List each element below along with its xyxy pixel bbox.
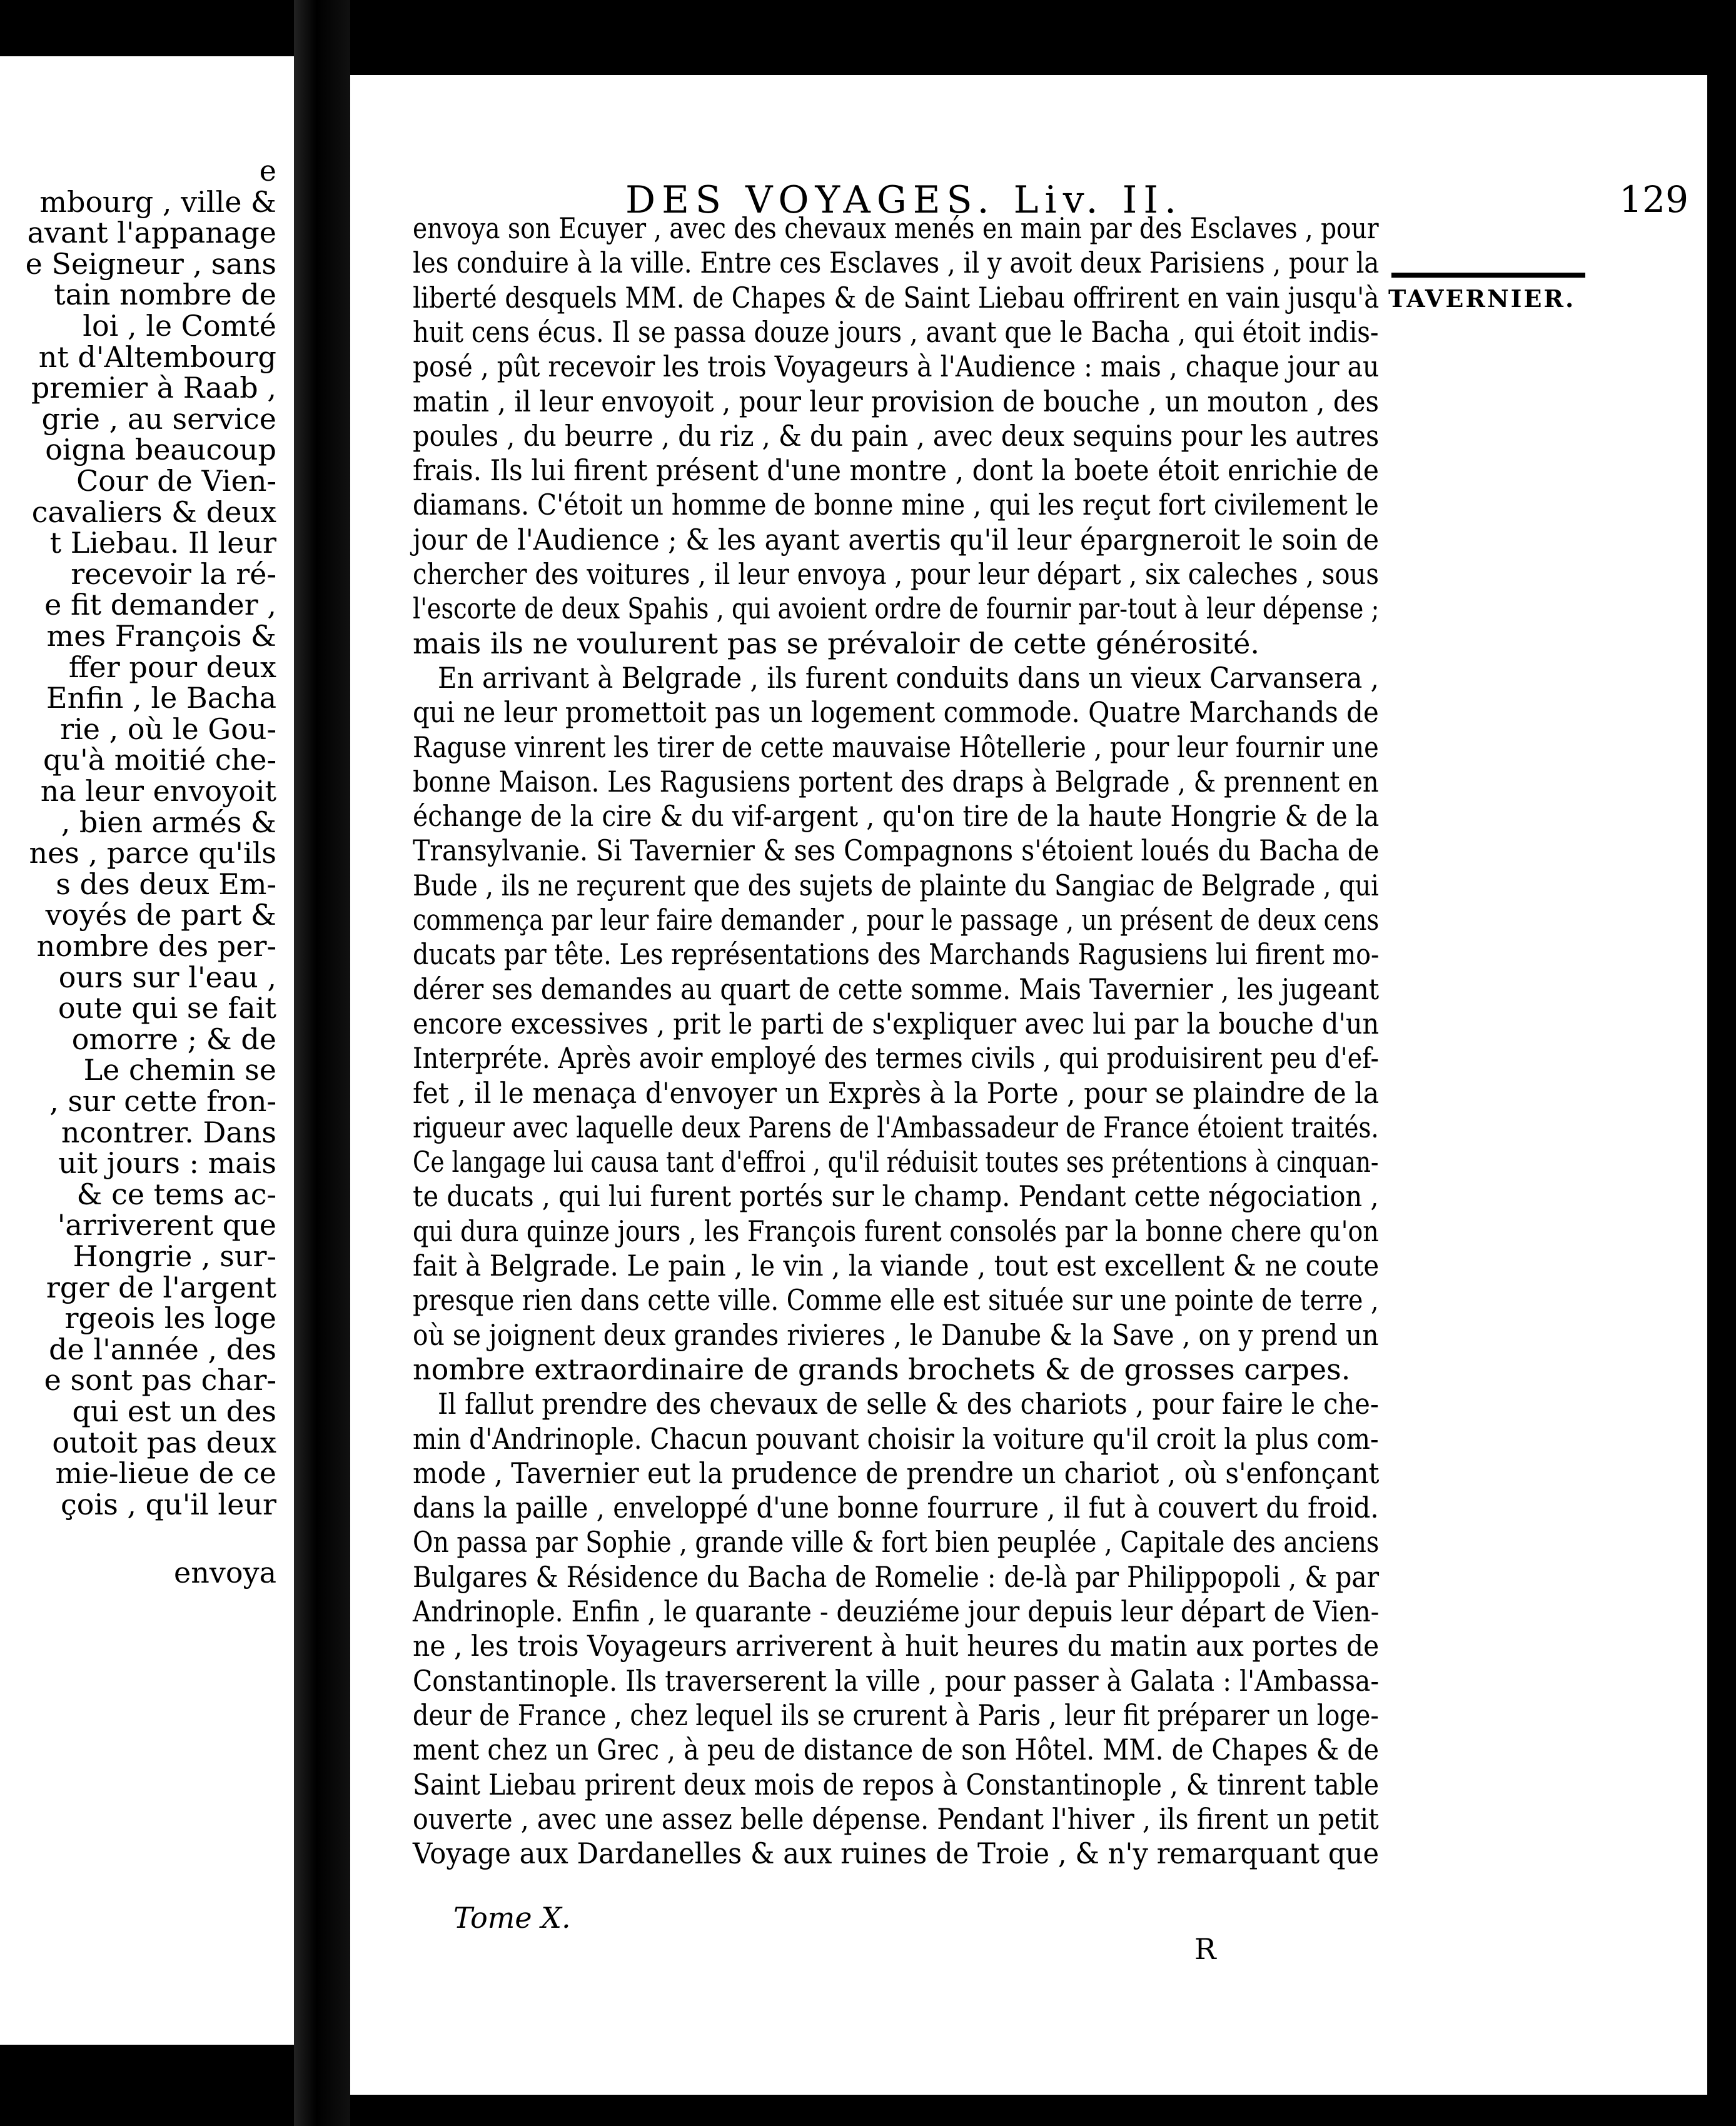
body-line: presque rien dans cette ville. Comme elle est située sur une pointe de terre , (413, 1283, 1379, 1317)
running-title: DES VOYAGES. Liv. II. (625, 178, 1183, 222)
body-line: fait à Belgrade. Le pain , le vin , la viande , tout est excellent & ne coute (413, 1249, 1380, 1282)
left-page-line: Cour de Vien- (76, 464, 276, 498)
left-page-line: çois , qu'il leur (61, 1487, 276, 1521)
left-page-line: , sur cette fron- (49, 1084, 276, 1118)
body-line: qui ne leur promettoit pas un logement commode. Quatre Marchands de (413, 695, 1379, 730)
volume-label: Tome X. (453, 1901, 571, 1935)
page-number: 129 (1619, 178, 1688, 221)
body-line: nombre extraordinaire de grands brochets & de grosses carpes. (413, 1352, 1351, 1386)
body-line: dans la paille , enveloppé d'une bonne fourrure , il fut à couvert du froid. (413, 1491, 1379, 1525)
body-line: deur de France , chez lequel ils se crurent à Paris , leur fit préparer un loge- (413, 1698, 1379, 1732)
body-line: liberté desquels MM. de Chapes & de Saint Liebau offrirent en vain jusqu'à (413, 280, 1380, 315)
body-line: envoya son Ecuyer , avec des chevaux menés en main par des Esclaves , pour (413, 211, 1379, 245)
body-line: dérer ses demandes au quart de cette somme. Mais Tavernier , les jugeant (413, 972, 1380, 1006)
body-line: min d'Andrinople. Chacun pouvant choisir la voiture qu'il croit la plus com- (413, 1421, 1379, 1456)
body-line: te ducats , qui lui furent portés sur le champ. Pendant cette négociation , (413, 1179, 1379, 1214)
body-text (350, 75, 1707, 2095)
left-page-line: mes François & (46, 619, 276, 653)
body-line: chercher des voitures , il leur envoya , pour leur départ , six caleches , sous (413, 557, 1380, 591)
body-line: huit cens écus. Il se passa douze jours , avant que le Bacha , qui étoit indis- (413, 315, 1379, 349)
left-page-line: grie , au service (41, 401, 276, 436)
left-page-line: na leur envoyoit (40, 774, 276, 808)
left-page-line: Enfin , le Bacha (46, 681, 276, 715)
left-page-line: e fit demander , (44, 588, 276, 622)
body-line: matin , il leur envoyoit , pour leur provision de bouche , un mouton , des (413, 384, 1380, 418)
body-line: poules , du beurre , du riz , & du pain , avec deux sequins pour les autres (413, 418, 1380, 453)
body-line: l'escorte de deux Spahis , qui avoient ordre de fournir par-tout à leur dépense ; (413, 592, 1380, 626)
body-line: mais ils ne voulurent pas se prévaloir de cette générosité. (413, 626, 1259, 660)
body-line: où se joignent deux grandes rivieres , le Danube & la Save , on y prend un (413, 1317, 1379, 1352)
left-page-line: oigna beaucoup (45, 433, 276, 467)
left-page-line: e Seigneur , sans (25, 246, 276, 281)
body-line: bonne Maison. Les Ragusiens portent des draps à Belgrade , & prennent en (413, 764, 1379, 799)
body-line: les conduire à la ville. Entre ces Esclaves , il y avoit deux Parisiens , pour la (413, 246, 1380, 280)
body-line: qui dura quinze jours , les François furent consolés par la bonne chere qu'on (413, 1214, 1379, 1248)
left-page-line: e (259, 154, 276, 188)
left-page-line: nes , parce qu'ils (29, 836, 276, 870)
right-page (350, 75, 1707, 2095)
body-line: Constantinople. Ils traverserent la ville , pour passer à Galata : l'Ambassa- (413, 1663, 1380, 1698)
body-line: On passa par Sophie , grande ville & fort bien peuplée , Capitale des anciens (413, 1525, 1380, 1559)
body-line: frais. Ils lui firent présent d'une montre , dont la boete étoit enrichie de (413, 453, 1379, 488)
body-line: encore excessives , prit le parti de s'expliquer avec lui par la bouche d'un (413, 1006, 1380, 1040)
body-line: diamans. C'étoit un homme de bonne mine , qui les reçut fort civilement le (413, 488, 1379, 522)
left-page-line: uit jours : mais (58, 1146, 276, 1181)
left-page-line: recevoir la ré- (71, 557, 276, 591)
body-line: Ce langage lui causa tant d'effroi , qu'il réduisit toutes ses prétentions à cinquan- (413, 1145, 1379, 1179)
left-page (0, 56, 319, 2045)
left-page-line: rie , où le Gou- (60, 712, 276, 746)
left-page-line: , bien armés & (61, 805, 276, 839)
left-page-line: qui est un des (72, 1394, 276, 1428)
left-page-line: omorre ; & de (71, 1022, 276, 1056)
left-page-line: ncontrer. Dans (61, 1115, 276, 1149)
body-line: jour de l'Audience ; & les ayant avertis qu'il leur épargneroit le soin de (413, 522, 1380, 557)
body-line: échange de la cire & du vif-argent , qu'on tire de la haute Hongrie & de la (413, 799, 1380, 834)
left-page-line: rger de l'argent (46, 1270, 276, 1304)
body-line: ne , les trois Voyageurs arriverent à huit heures du matin aux portes de (413, 1629, 1380, 1663)
left-page-line: mie-lieue de ce (55, 1456, 276, 1491)
left-page-line: qu'à moitié che- (43, 743, 276, 777)
left-page-line: t Liebau. Il leur (49, 526, 276, 560)
body-line: rigueur avec laquelle deux Parens de l'Ambassadeur de France étoient traités. (413, 1110, 1379, 1144)
left-page-line: outoit pas deux (52, 1425, 276, 1459)
left-page-line: de l'année , des (49, 1332, 276, 1366)
body-line: ducats par tête. Les représentations des Marchands Ragusiens lui firent mo- (413, 937, 1380, 972)
body-line: Bulgares & Résidence du Bacha de Romelie : de-là par Philippopoli , & par (413, 1559, 1379, 1594)
body-line: Saint Liebau prirent deux mois de repos à Constantinople , & tinrent table (413, 1767, 1380, 1801)
left-page-line: voyés de part & (45, 898, 276, 932)
body-line: Transylvanie. Si Tavernier & ses Compagnons s'étoient loués du Bacha de (413, 834, 1380, 868)
body-line: En arrivant à Belgrade , ils furent conduits dans un vieux Carvansera , (438, 660, 1380, 695)
body-line: Il fallut prendre des chevaux de selle & des chariots , pour faire le che- (438, 1387, 1379, 1421)
body-line: Raguse vinrent les tirer de cette mauvaise Hôtellerie , pour leur fournir une (413, 730, 1379, 764)
left-page-line: tain nombre de (54, 278, 276, 312)
left-page-line: & ce tems ac- (76, 1177, 276, 1211)
left-page-line: e sont pas char- (44, 1363, 276, 1398)
left-page-line: cavaliers & deux (31, 495, 276, 529)
body-line: fet , il le menaça d'envoyer un Exprès à la Porte , pour se plaindre de la (413, 1076, 1380, 1110)
book-gutter (294, 0, 350, 2126)
left-page-line: premier à Raab , (31, 371, 276, 405)
left-page-line: 'arriverent que (57, 1208, 276, 1242)
left-page-line: ours sur l'eau , (58, 960, 276, 994)
body-line: Andrinople. Enfin , le quarante - deuziéme jour depuis leur départ de Vien- (413, 1594, 1380, 1628)
left-page-line: avant l'appanage (27, 216, 276, 250)
left-page-line: nt d'Altembourg (38, 340, 276, 374)
body-line: ment chez un Grec , à peu de distance de son Hôtel. MM. de Chapes & de (413, 1733, 1380, 1767)
left-page-line: oute qui se fait (58, 991, 276, 1025)
left-page-line: envoya (174, 1556, 276, 1590)
body-line: Interpréte. Après avoir employé des termes civils , qui produisirent peu d'ef- (413, 1041, 1379, 1076)
body-line: ouverte , avec une assez belle dépense. Pendant l'hiver , ils firent un petit (413, 1801, 1379, 1836)
body-line: commença par leur faire demander , pour le passage , un présent de deux cens (413, 903, 1380, 937)
left-page-line: mbourg , ville & (39, 184, 276, 219)
margin-note: TAVERNIER. (1388, 285, 1576, 313)
body-line: mode , Tavernier eut la prudence de prendre un chariot , où s'enfonçant (413, 1456, 1380, 1490)
body-line: Bude , ils ne reçurent que des sujets de plainte du Sangiac de Belgrade , qui (413, 868, 1379, 902)
left-page-line: rgeois les loge (64, 1301, 276, 1336)
left-page-line: nombre des per- (36, 929, 276, 963)
signature-mark: R (1194, 1932, 1216, 1966)
left-page-line: s des deux Em- (56, 867, 276, 901)
body-line: posé , pût recevoir les trois Voyageurs à l'Audience : mais , chaque jour au (413, 350, 1380, 384)
left-page-line: Hongrie , sur- (73, 1239, 276, 1273)
left-page-line: Le chemin se (83, 1053, 276, 1087)
left-page-line: loi , le Comté (83, 309, 276, 343)
left-page-line: ffer pour deux (68, 650, 276, 684)
body-line: Voyage aux Dardanelles & aux ruines de Troie , & n'y remarquant que (413, 1836, 1380, 1871)
